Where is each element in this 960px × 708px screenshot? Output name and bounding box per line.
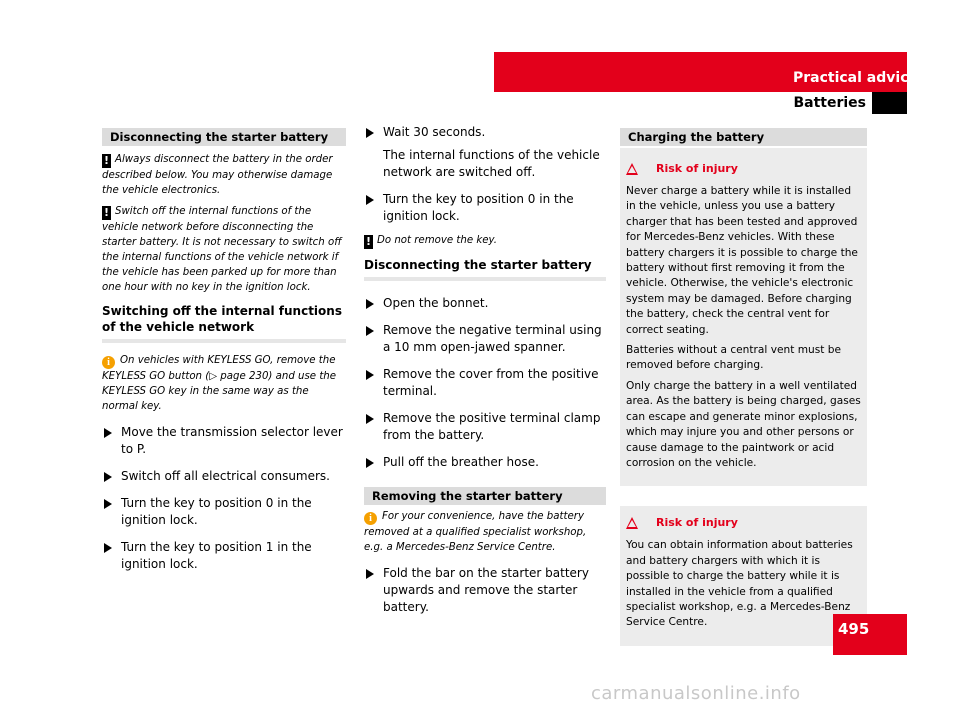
step-item: Switch off all electrical consumers. [102,468,346,485]
step-item: Turn the key to position 0 in the ignition lock. [102,495,346,529]
note-warning-2: ! Switch off the internal functions of the vehicle network before disconnecting the starter battery. It is not necessary to switch off the internal functions of the vehicle network if the vehicle has been parked up for more than one hour with no key in the ignition lock. [102,206,342,293]
arrow-icon [366,569,374,579]
step-item: Turn the key to position 1 in the ignition lock. [102,539,346,573]
exclamation-icon: ! [365,235,372,248]
note-warning: ! Do not remove the key. [365,235,497,248]
warning-heading: Risk of injury [626,162,861,176]
footer-watermark: carmanualsonline.info [591,683,801,704]
bar-title-charging: Charging the battery [620,128,867,146]
warning-text: You can obtain information about batteries and battery chargers with which it is possible to charge the battery while it is installed in the vehicle from a qualified specialist workshop, e.g. a Mercedes-Benz Service Centre. [626,539,853,629]
note-warning-1: ! Always disconnect the battery in the order described below. You may otherwise damage the vehicle electronics. [102,154,333,196]
warning-triangle-icon [626,517,638,529]
warning-text: Only charge the battery in a well ventilated area. As the battery is being charged, gases can escape and generate minor explosions, which may injure you and other persons or cause damage to the paintwork or acid corrosion on the vehicle. [626,379,861,469]
step-item: Open the bonnet. [364,295,606,312]
bar-title-removing: Removing the starter battery [364,487,606,505]
info-icon: i [364,512,377,525]
step-item: Remove the cover from the positive terminal. [364,366,606,400]
step-item: Turn the key to position 0 in the ignition lock. [364,191,606,225]
step-item: Wait 30 seconds. [364,124,606,141]
info-icon: i [102,356,115,369]
step-item: Pull off the breather hose. [364,454,606,471]
column-1 [102,128,346,573]
info-note: i For your convenience, have the battery removed at a qualified specialist workshop, e.g. a Mercedes-Benz Service Centre. [364,511,587,553]
arrow-icon [104,543,112,553]
arrow-icon [366,458,374,468]
arrow-icon [366,326,374,336]
step-result: The internal functions of the vehicle network are switched off. [383,148,600,179]
step-item: Remove the positive terminal clamp from the battery. [364,410,606,444]
warning-text: Never charge a battery while it is installed in the vehicle, unless you use a battery charger that has been tested and approved for Mercedes-Benz vehicles. With these battery chargers it is possible to charge the battery without first removing it from the vehicle. Otherwise, the vehicle's electronic system may be damaged. Before charging the battery, check the central vent for correct seating. [626,185,858,336]
arrow-icon [366,128,374,138]
step-item: Move the transmission selector lever to P. [102,424,346,458]
column-2 [364,124,606,616]
arrow-icon [366,299,374,309]
warning-panel [620,148,867,486]
warning-heading: Risk of injury [626,516,861,530]
subsection-title: Batteries [793,95,866,111]
arrow-icon [104,499,112,509]
info-note: i On vehicles with KEYLESS GO, remove the KEYLESS GO button (▷ page 230) and use the KEYLESS GO key in the same way as the normal key. [102,355,337,412]
arrow-icon [366,414,374,424]
column-3 [620,128,870,646]
warning-triangle-icon [626,163,638,175]
exclamation-icon: ! [103,206,110,219]
arrow-icon [366,195,374,205]
bar-title-disconnecting: Disconnecting the starter battery [102,128,346,146]
arrow-icon [104,428,112,438]
arrow-icon [366,370,374,380]
header-marker [872,92,907,114]
section-title: Practical advice [792,70,918,86]
page-number: 495 [838,620,870,638]
heading-disconnecting: Disconnecting the starter battery [364,257,606,281]
warning-text: Batteries without a central vent must be removed before charging. [626,344,842,372]
warning-panel [620,506,870,645]
exclamation-icon: ! [103,154,110,167]
heading-switching-off: Switching off the internal functions of the vehicle network [102,303,346,343]
arrow-icon [104,472,112,482]
step-item: Fold the bar on the starter battery upwards and remove the starter battery. [364,565,606,616]
step-item: Remove the negative terminal using a 10 mm open-jawed spanner. [364,322,606,356]
